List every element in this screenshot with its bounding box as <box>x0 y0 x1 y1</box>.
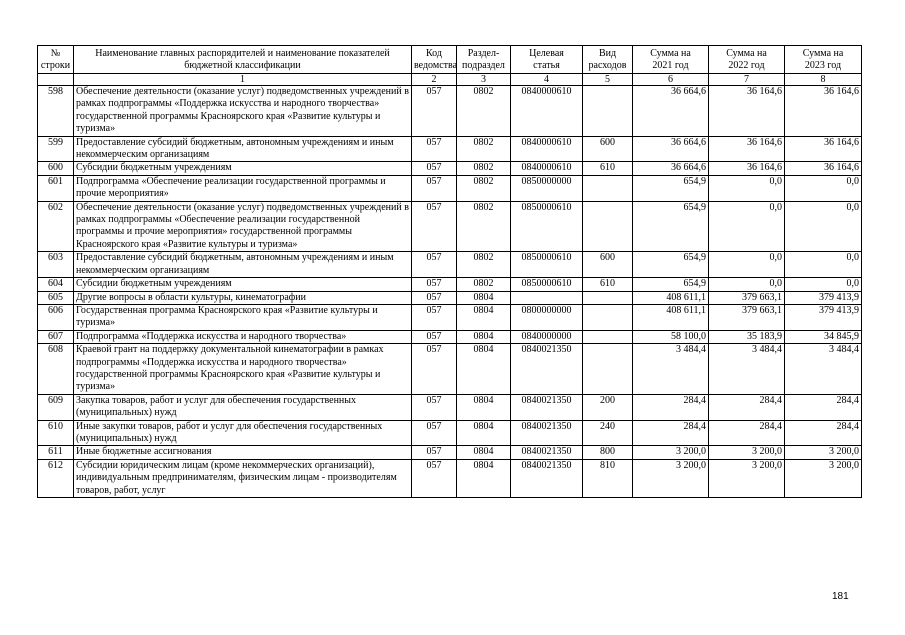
expense-type: 610 <box>583 162 633 175</box>
row-number: 609 <box>38 394 74 420</box>
table-row <box>38 446 862 459</box>
expense-type: 200 <box>583 394 633 420</box>
row-number: 611 <box>38 446 74 459</box>
table-row <box>38 304 862 330</box>
colnum: 6 <box>633 74 709 86</box>
sum-2023: 36 164,6 <box>785 162 862 175</box>
row-number: 607 <box>38 330 74 343</box>
sum-2023: 3 200,0 <box>785 459 862 497</box>
section-code: 0804 <box>457 420 511 446</box>
budget-document <box>37 45 861 498</box>
sum-2021: 36 664,6 <box>633 162 709 175</box>
row-number: 608 <box>38 344 74 395</box>
section-code: 0802 <box>457 252 511 278</box>
table-row <box>38 201 862 252</box>
colnum: 1 <box>74 74 412 86</box>
sum-2023: 379 413,9 <box>785 291 862 304</box>
department-code: 057 <box>412 252 457 278</box>
section-code: 0802 <box>457 175 511 201</box>
target-article: 0850000610 <box>511 201 583 252</box>
sum-2022: 3 200,0 <box>709 446 785 459</box>
row-number: 605 <box>38 291 74 304</box>
row-name: Предоставление субсидий бюджетным, автономным учреждениям и иным некоммерческим организациям <box>74 136 412 162</box>
row-name: Предоставление субсидий бюджетным, автономным учреждениям и иным некоммерческим организациям <box>74 252 412 278</box>
sum-2021: 654,9 <box>633 175 709 201</box>
sum-2022: 36 164,6 <box>709 162 785 175</box>
expense-type <box>583 304 633 330</box>
sum-2022: 3 200,0 <box>709 459 785 497</box>
sum-2022: 0,0 <box>709 252 785 278</box>
sum-2021: 654,9 <box>633 278 709 291</box>
target-article: 0850000610 <box>511 278 583 291</box>
target-article: 0850000610 <box>511 252 583 278</box>
colnum: 3 <box>457 74 511 86</box>
sum-2021: 408 611,1 <box>633 291 709 304</box>
target-article: 0840000610 <box>511 136 583 162</box>
section-code: 0802 <box>457 86 511 137</box>
target-article: 0850000000 <box>511 175 583 201</box>
sum-2022: 35 183,9 <box>709 330 785 343</box>
department-code: 057 <box>412 330 457 343</box>
table-row <box>38 394 862 420</box>
table-row <box>38 86 862 137</box>
department-code: 057 <box>412 459 457 497</box>
sum-2023: 0,0 <box>785 175 862 201</box>
target-article: 0840021350 <box>511 394 583 420</box>
header-row-number: № строки <box>38 46 74 74</box>
sum-2021: 654,9 <box>633 201 709 252</box>
column-number-row <box>38 74 862 86</box>
expense-type <box>583 330 633 343</box>
sum-2022: 284,4 <box>709 394 785 420</box>
section-code: 0804 <box>457 344 511 395</box>
sum-2023: 3 484,4 <box>785 344 862 395</box>
sum-2023: 36 164,6 <box>785 136 862 162</box>
expense-type: 800 <box>583 446 633 459</box>
department-code: 057 <box>412 291 457 304</box>
expense-type: 240 <box>583 420 633 446</box>
section-code: 0802 <box>457 162 511 175</box>
sum-2023: 0,0 <box>785 278 862 291</box>
colnum: 8 <box>785 74 862 86</box>
target-article <box>511 291 583 304</box>
expense-type <box>583 344 633 395</box>
table-row <box>38 136 862 162</box>
row-name: Субсидии бюджетным учреждениям <box>74 162 412 175</box>
section-code: 0802 <box>457 136 511 162</box>
sum-2022: 284,4 <box>709 420 785 446</box>
page-number: 181 <box>832 591 849 602</box>
section-code: 0802 <box>457 201 511 252</box>
expense-type <box>583 175 633 201</box>
sum-2022: 3 484,4 <box>709 344 785 395</box>
target-article: 0840000610 <box>511 162 583 175</box>
department-code: 057 <box>412 201 457 252</box>
row-number: 603 <box>38 252 74 278</box>
colnum: 7 <box>709 74 785 86</box>
sum-2023: 3 200,0 <box>785 446 862 459</box>
table-row <box>38 252 862 278</box>
target-article: 0840021350 <box>511 344 583 395</box>
sum-2023: 36 164,6 <box>785 86 862 137</box>
row-name: Государственная программа Красноярского края «Развитие культуры и туризма» <box>74 304 412 330</box>
sum-2021: 284,4 <box>633 420 709 446</box>
row-number: 606 <box>38 304 74 330</box>
colnum: 4 <box>511 74 583 86</box>
row-number: 600 <box>38 162 74 175</box>
target-article: 0800000000 <box>511 304 583 330</box>
sum-2021: 284,4 <box>633 394 709 420</box>
department-code: 057 <box>412 420 457 446</box>
target-article: 0840000610 <box>511 86 583 137</box>
row-name: Иные закупки товаров, работ и услуг для обеспечения государственных (муниципальных) нужд <box>74 420 412 446</box>
department-code: 057 <box>412 446 457 459</box>
sum-2023: 284,4 <box>785 420 862 446</box>
department-code: 057 <box>412 344 457 395</box>
table-row <box>38 330 862 343</box>
sum-2022: 379 663,1 <box>709 291 785 304</box>
colnum: 2 <box>412 74 457 86</box>
expense-type: 600 <box>583 136 633 162</box>
row-name: Обеспечение деятельности (оказание услуг) подведомственных учреждений в рамках подпрограммы «Поддержка искусства и народного творчества» государственной программы Красноярского края «Развитие культуры и туризма» <box>74 86 412 137</box>
expense-type: 600 <box>583 252 633 278</box>
row-number: 598 <box>38 86 74 137</box>
row-name: Субсидии юридическим лицам (кроме некоммерческих организаций), индивидуальным предпринимателям, физическим лицам - производителям товаров, работ, услуг <box>74 459 412 497</box>
table-row <box>38 175 862 201</box>
table-row <box>38 420 862 446</box>
sum-2021: 3 484,4 <box>633 344 709 395</box>
table-header-row <box>38 46 862 74</box>
expense-type: 810 <box>583 459 633 497</box>
row-name: Краевой грант на поддержку документальной кинематографии в рамках подпрограммы «Поддержка искусства и народного творчества» государственной программы Красноярского края «Развитие культуры и туризма» <box>74 344 412 395</box>
table-row <box>38 278 862 291</box>
sum-2022: 36 164,6 <box>709 136 785 162</box>
row-name: Подпрограмма «Поддержка искусства и народного творчества» <box>74 330 412 343</box>
table-row <box>38 344 862 395</box>
budget-table <box>37 45 862 498</box>
sum-2021: 58 100,0 <box>633 330 709 343</box>
sum-2022: 0,0 <box>709 175 785 201</box>
section-code: 0804 <box>457 394 511 420</box>
sum-2023: 34 845,9 <box>785 330 862 343</box>
colnum: 5 <box>583 74 633 86</box>
row-number: 599 <box>38 136 74 162</box>
section-code: 0804 <box>457 304 511 330</box>
row-name: Иные бюджетные ассигнования <box>74 446 412 459</box>
sum-2022: 36 164,6 <box>709 86 785 137</box>
sum-2023: 284,4 <box>785 394 862 420</box>
header-sum-2021: Сумма на 2021 год <box>633 46 709 74</box>
sum-2021: 654,9 <box>633 252 709 278</box>
expense-type <box>583 291 633 304</box>
sum-2022: 0,0 <box>709 278 785 291</box>
expense-type <box>583 201 633 252</box>
sum-2023: 0,0 <box>785 201 862 252</box>
sum-2023: 0,0 <box>785 252 862 278</box>
sum-2021: 408 611,1 <box>633 304 709 330</box>
header-section: Раздел- подраздел <box>457 46 511 74</box>
section-code: 0804 <box>457 330 511 343</box>
sum-2021: 3 200,0 <box>633 459 709 497</box>
row-name: Обеспечение деятельности (оказание услуг) подведомственных учреждений в рамках подпрограммы «Обеспечение реализации государственной программы и прочие мероприятия» государственной программы Красноярского края «Развитие культуры и туризма» <box>74 201 412 252</box>
header-sum-2023: Сумма на 2023 год <box>785 46 862 74</box>
target-article: 0840000000 <box>511 330 583 343</box>
row-number: 604 <box>38 278 74 291</box>
section-code: 0804 <box>457 291 511 304</box>
department-code: 057 <box>412 304 457 330</box>
row-name: Подпрограмма «Обеспечение реализации государственной программы и прочие мероприятия» <box>74 175 412 201</box>
target-article: 0840021350 <box>511 420 583 446</box>
department-code: 057 <box>412 175 457 201</box>
section-code: 0804 <box>457 446 511 459</box>
sum-2021: 3 200,0 <box>633 446 709 459</box>
row-number: 610 <box>38 420 74 446</box>
row-name: Другие вопросы в области культуры, кинематографии <box>74 291 412 304</box>
expense-type <box>583 86 633 137</box>
colnum <box>38 74 74 86</box>
department-code: 057 <box>412 394 457 420</box>
target-article: 0840021350 <box>511 446 583 459</box>
table-body <box>38 86 862 498</box>
sum-2022: 379 663,1 <box>709 304 785 330</box>
sum-2022: 0,0 <box>709 201 785 252</box>
table-row <box>38 459 862 497</box>
row-name: Субсидии бюджетным учреждениям <box>74 278 412 291</box>
section-code: 0802 <box>457 278 511 291</box>
expense-type: 610 <box>583 278 633 291</box>
sum-2023: 379 413,9 <box>785 304 862 330</box>
department-code: 057 <box>412 86 457 137</box>
header-sum-2022: Сумма на 2022 год <box>709 46 785 74</box>
row-number: 602 <box>38 201 74 252</box>
table-row <box>38 291 862 304</box>
sum-2021: 36 664,6 <box>633 136 709 162</box>
row-number: 612 <box>38 459 74 497</box>
department-code: 057 <box>412 278 457 291</box>
department-code: 057 <box>412 136 457 162</box>
row-name: Закупка товаров, работ и услуг для обеспечения государственных (муниципальных) нужд <box>74 394 412 420</box>
row-number: 601 <box>38 175 74 201</box>
header-target-article: Целевая статья <box>511 46 583 74</box>
header-expense-type: Вид расходов <box>583 46 633 74</box>
header-department-code: Код ведомства <box>412 46 457 74</box>
target-article: 0840021350 <box>511 459 583 497</box>
sum-2021: 36 664,6 <box>633 86 709 137</box>
department-code: 057 <box>412 162 457 175</box>
header-name: Наименование главных распорядителей и наименование показателей бюджетной классификации <box>74 46 412 74</box>
table-row <box>38 162 862 175</box>
section-code: 0804 <box>457 459 511 497</box>
